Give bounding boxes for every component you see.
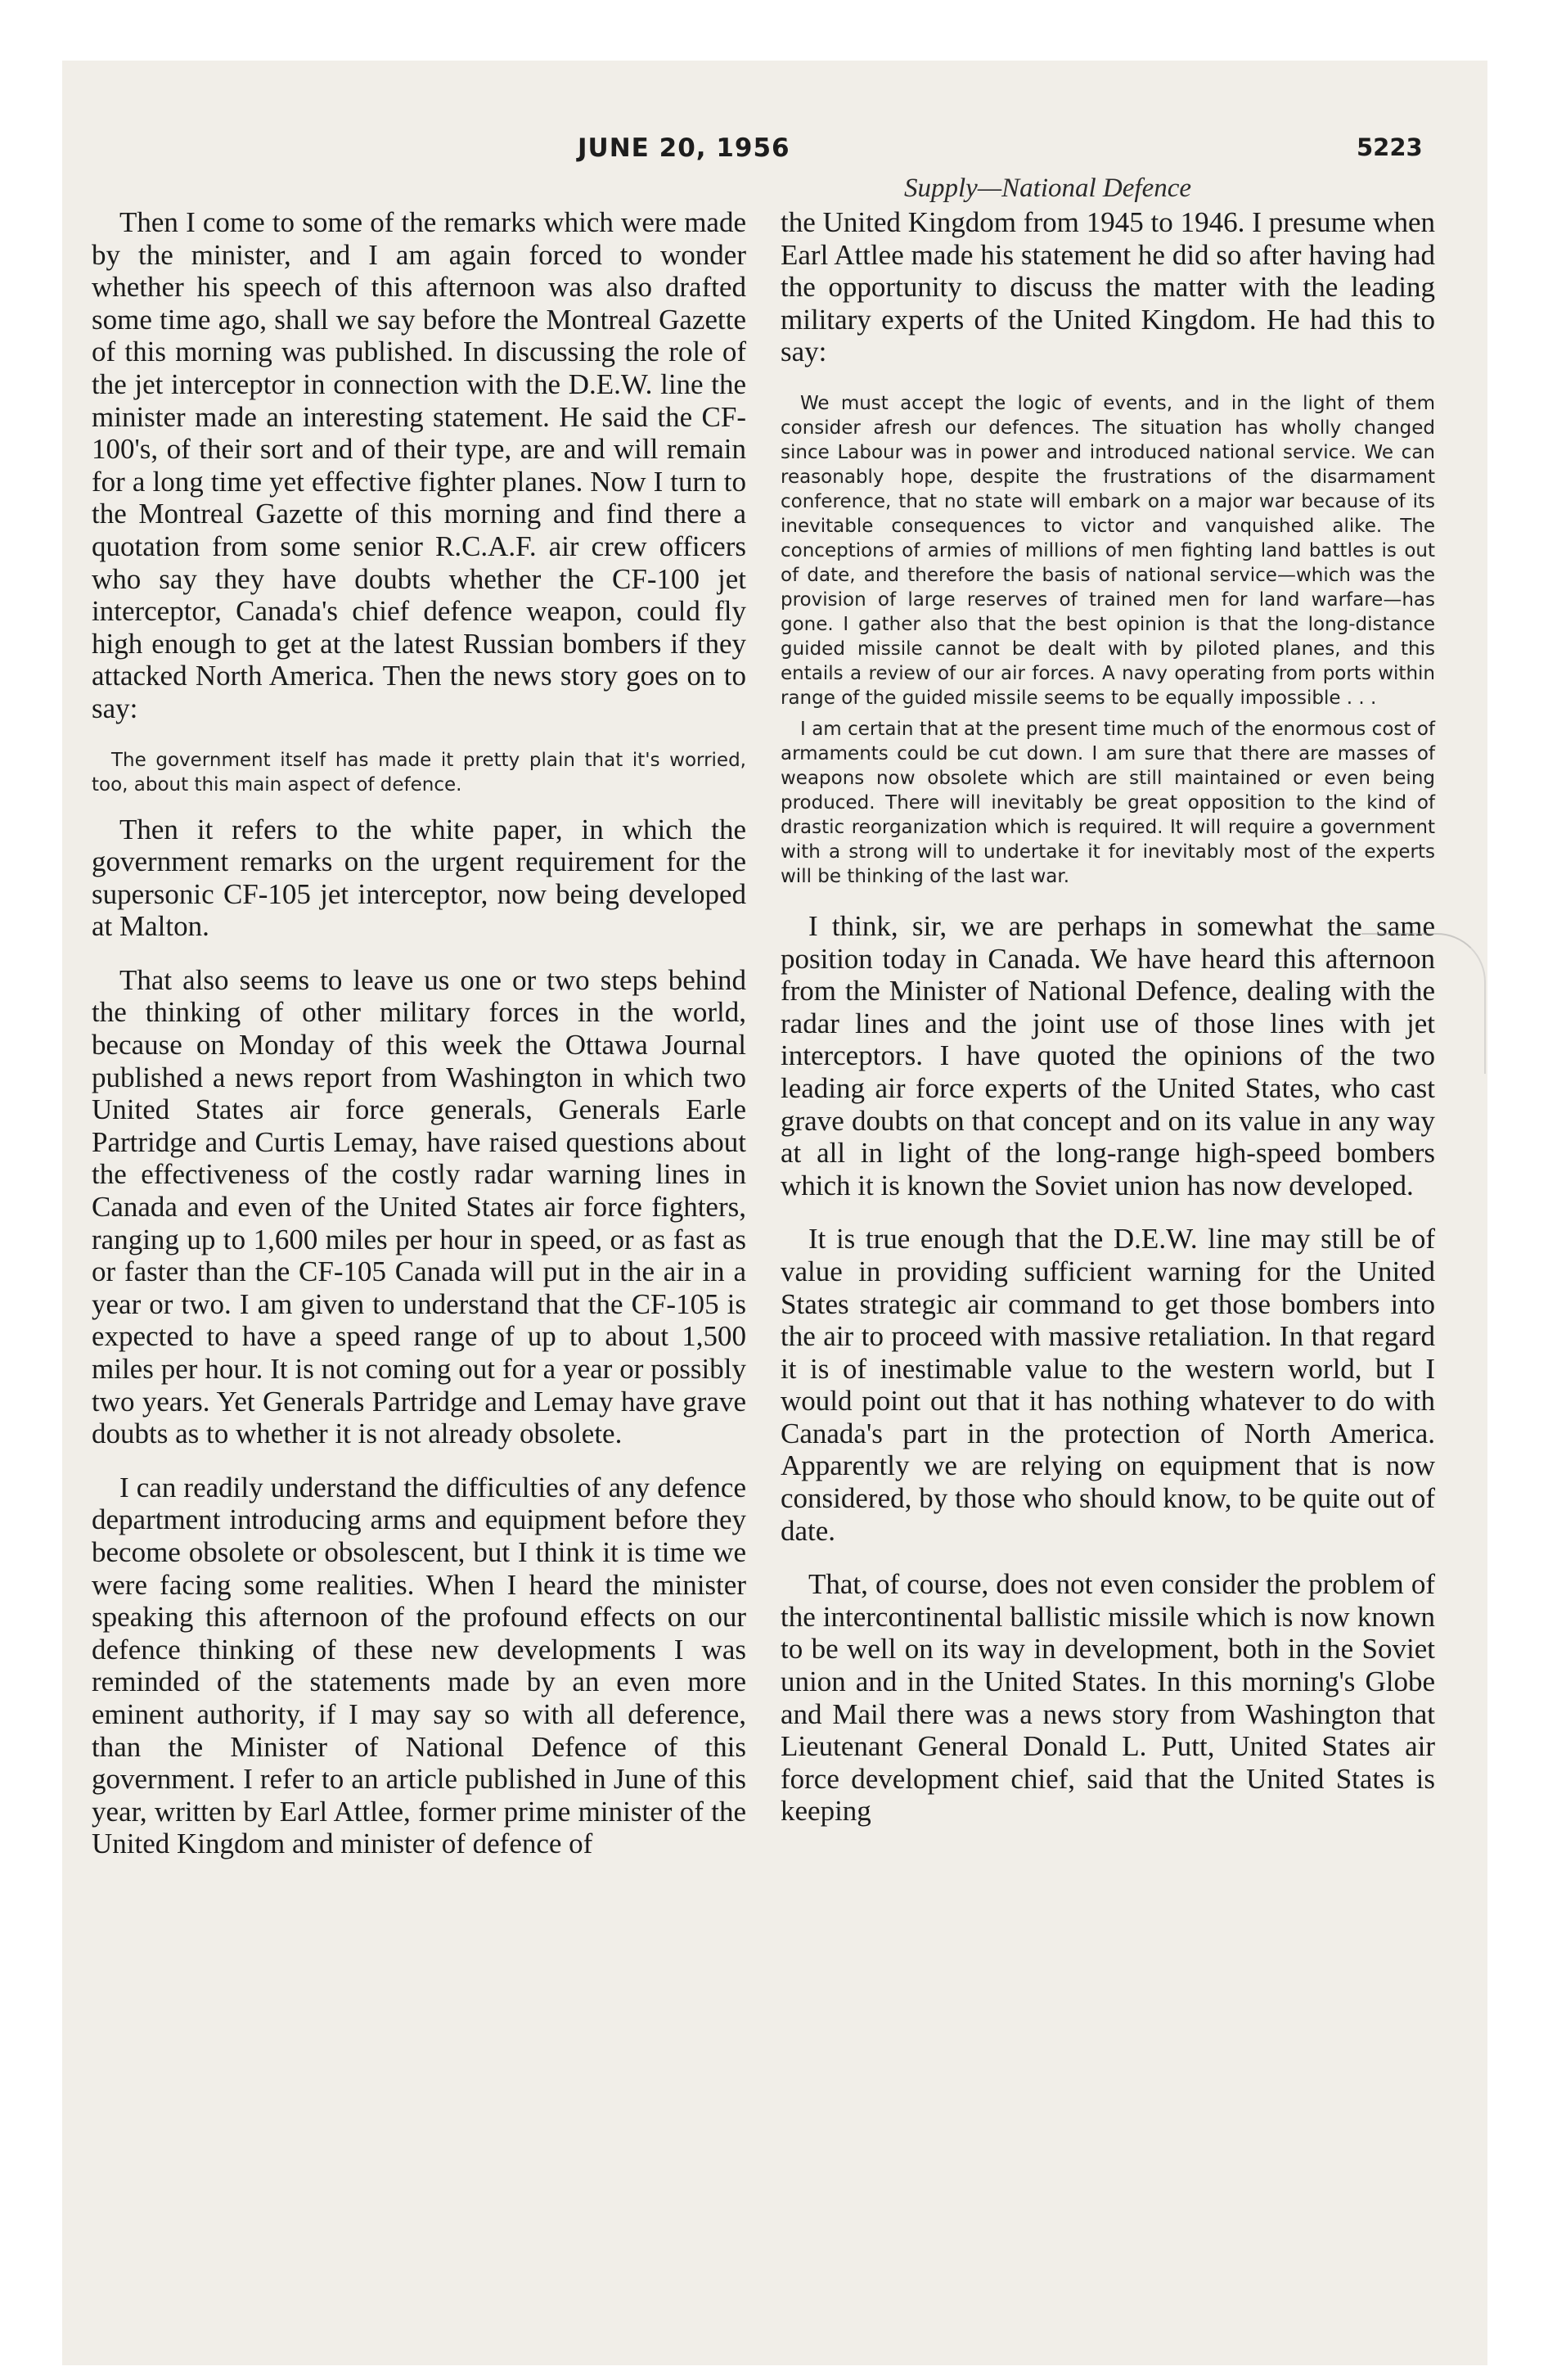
left-quote-1: The government itself has made it pretty plain that it's worried, too, about this main aspect of defence. (92, 749, 746, 796)
left-paragraph-4: I can readily understand the difficulties of any defence department introducing arms and equipment before they become obsolete or obsolescent, but I think it is time we were facing some realities. When I heard the minister speaking this afternoon of the profound effects on our defence thinking of these new developments I was reminded of the statements made by an even more eminent authority, if I may say so with all deference, than the Minister of National Defence of this government. I refer to an article published in June of this year, written by Earl Attlee, former prime minister of the United Kingdom and minister of defence of (92, 1471, 746, 1860)
right-quote-2: I am certain that at the present time much of the enormous cost of armaments could be cut down. I am sure that there are masses of weapons now obsolete which are still maintained or even being produced. There will inevitably be great opposition to the kind of drastic reorganization which is required. It will require a government with a strong will to undertake it for inevitably most of the experts will be thinking of the last war. (781, 718, 1435, 887)
page-header (0, 0, 1548, 203)
right-paragraph-4: That, of course, does not even consider the problem of the intercontinental ballistic missile which is now known to be well on its way in development, both in the Soviet union and in the United States. In this morning's Globe and Mail there was a news story from Washington that Lieutenant General Donald L. Putt, United States air force development chief, said that the United States is keeping (781, 1568, 1435, 1828)
right-quote-1: We must accept the logic of events, and in the light of them consider afresh our defences. The situation has wholly changed since Labour was in power and introduced national service. We can reasonably hope, despite the frustrations of the disarmament conference, that no state will embark on a major war because of its inevitable consequences to victor and vanquished alike. The conceptions of armies of millions of men fighting land battles is out of date, and therefore the basis of national service—which was the provision of large reserves of trained men for land warfare—has gone. I gather also that the best opinion is that the long-distance guided missile cannot be dealt with by piloted planes, and this entails a review of our air forces. A navy operating from ports within range of the guided missile seems to be equally impossible . . . (781, 392, 1435, 709)
right-paragraph-2: I think, sir, we are perhaps in somewhat the same position today in Canada. We have heard this afternoon from the Minister of National Defence, dealing with the radar lines and the joint use of those lines with jet interceptors. I have quoted the opinions of the two leading air force experts of the United States, who cast grave doubts on that concept and on its value in any way at all in light of the long-range high-speed bombers which it is known the Soviet union has now developed. (781, 909, 1435, 1201)
right-paragraph-1: the United Kingdom from 1945 to 1946. I presume when Earl Attlee made his statement he did so after having had the opportunity to discuss the matter with the leading military experts of the United Kingdom. He had this to say: (781, 206, 1435, 368)
left-paragraph-3: That also seems to leave us one or two steps behind the thinking of other military forces in the world, because on Monday of this week the Ottawa Journal published a news report from Washington in which two United States air force generals, Generals Earle Partridge and Curtis Lemay, have raised questions about the effectiveness of the costly radar warning lines in Canada and even of the United States air force fighters, ranging up to 1,600 miles per hour in speed, or as fast as or faster than the CF-105 Canada will put in the air in a year or two. I am given to understand that the CF-105 is expected to have a speed range of up to about 1,500 miles per hour. It is not coming out for a year or possibly two years. Yet Generals Partridge and Lemay have grave doubts as to whether it is not already obsolete. (92, 963, 746, 1450)
page-number: 5223 (1357, 133, 1423, 161)
left-column (92, 206, 746, 1860)
bleed-through-mark (1361, 933, 1486, 1074)
right-column (781, 206, 1435, 1828)
page-date: JUNE 20, 1956 (578, 133, 790, 163)
running-subject: Supply—National Defence (904, 174, 1192, 203)
left-paragraph-1: Then I come to some of the remarks which were made by the minister, and I am again forced to wonder whether his speech of this afternoon was also drafted some time ago, shall we say before the Montreal Gazette of this morning was published. In discussing the role of the jet interceptor in connection with the D.E.W. line the minister made an interesting statement. He said the CF-100's, of their sort and of their type, are and will remain for a long time yet effective fighter planes. Now I turn to the Montreal Gazette of this morning and find there a quotation from some senior R.C.A.F. air crew officers who say they have doubts whether the CF-100 jet interceptor, Canada's chief defence weapon, could fly high enough to get at the latest Russian bombers if they attacked North America. Then the news story goes on to say: (92, 206, 746, 724)
left-paragraph-2: Then it refers to the white paper, in which the government remarks on the urgent requirement for the supersonic CF-105 jet interceptor, now being developed at Malton. (92, 813, 746, 943)
right-paragraph-3: It is true enough that the D.E.W. line may still be of value in providing sufficient warning for the United States strategic air command to get those bombers into the air to proceed with massive retaliation. In that regard it is of inestimable value to the western world, but I would point out that it has nothing whatever to do with Canada's part in the protection of North America. Apparently we are relying on equipment that is now considered, by those who should know, to be quite out of date. (781, 1223, 1435, 1547)
